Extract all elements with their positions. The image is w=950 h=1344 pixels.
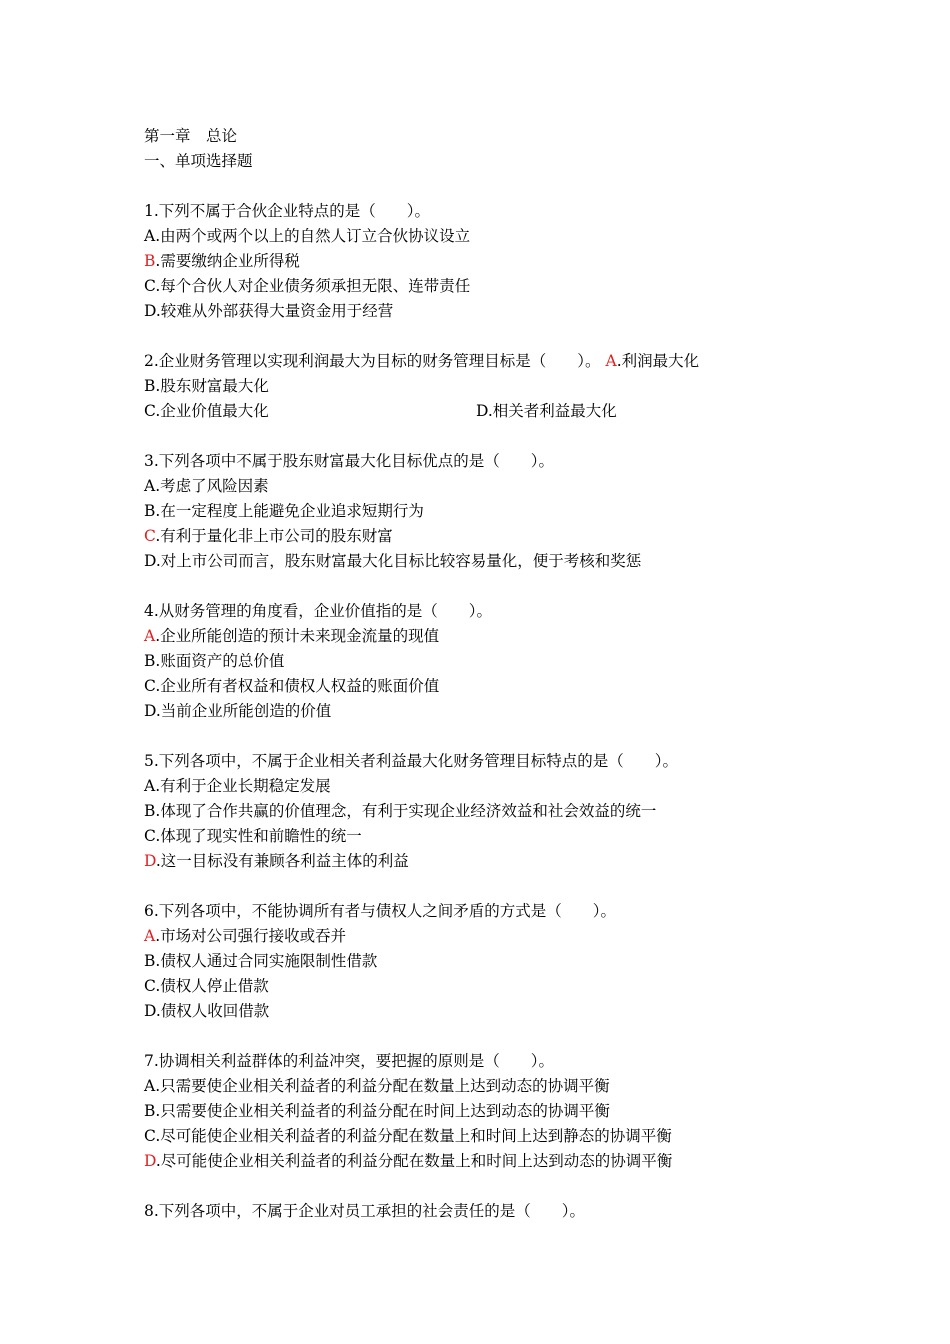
option-letter: C: [144, 977, 156, 995]
option-text: .尽可能使企业相关利益者的利益分配在数量上和时间上达到动态的协调平衡: [155, 1152, 673, 1170]
option-text: .需要缴纳企业所得税: [155, 252, 300, 270]
question-stem: [144, 1049, 844, 1074]
answer-option: [476, 402, 617, 420]
answer-option: [144, 399, 476, 424]
option-letter: B: [144, 952, 156, 970]
option-letter: A: [144, 227, 156, 245]
question-stem: [144, 899, 844, 924]
option-text: .只需要使企业相关利益者的利益分配在数量上达到动态的协调平衡: [155, 1077, 610, 1095]
question-list: [144, 174, 844, 1224]
question-text: 8.下列各项中，不属于企业对员工承担的社会责任的是（ ）。: [144, 1202, 586, 1220]
answer-option: [144, 474, 844, 499]
answer-option: [144, 549, 844, 574]
answer-option: [144, 249, 844, 274]
answer-option: [144, 524, 844, 549]
answer-option: [144, 1149, 844, 1174]
section-title: 一、单项选择题: [144, 152, 253, 170]
option-text: .债权人停止借款: [155, 977, 269, 995]
option-text: .债权人通过合同实施限制性借款: [155, 952, 378, 970]
option-text: .企业价值最大化: [155, 402, 269, 420]
chapter-title: 第一章 总论: [144, 127, 238, 145]
answer-option: [144, 1074, 844, 1099]
spacer: [144, 424, 844, 449]
option-text: .市场对公司强行接收或吞并: [155, 927, 347, 945]
answer-option: [144, 949, 844, 974]
option-letter: A: [144, 477, 156, 495]
option-letter: B: [144, 1102, 156, 1120]
option-letter: D: [476, 402, 488, 420]
option-letter: C: [144, 677, 156, 695]
option-text: .由两个或两个以上的自然人订立合伙协议设立: [155, 227, 471, 245]
option-letter: D: [144, 702, 156, 720]
option-letter: B: [144, 502, 156, 520]
question-text: 5.下列各项中，不属于企业相关者利益最大化财务管理目标特点的是（ ）。: [144, 752, 679, 770]
answer-option: [144, 374, 844, 399]
option-text: .相关者利益最大化: [487, 402, 617, 420]
answer-option: [144, 974, 844, 999]
question-text: 1.下列不属于合伙企业特点的是（ ）。: [144, 202, 431, 220]
option-text: .体现了现实性和前瞻性的统一: [155, 827, 362, 845]
option-letter: A: [144, 627, 156, 645]
answer-option: [144, 999, 844, 1024]
question-text: 3.下列各项中不属于股东财富最大化目标优点的是（ ）。: [144, 452, 555, 470]
question-stem: [144, 449, 844, 474]
option-letter: C: [144, 527, 156, 545]
option-text: .有利于量化非上市公司的股东财富: [155, 527, 393, 545]
option-letter: A: [144, 1077, 156, 1095]
option-letter: B: [144, 252, 156, 270]
answer-option: [144, 1099, 844, 1124]
option-text: .当前企业所能创造的价值: [155, 702, 332, 720]
spacer: [144, 174, 844, 199]
option-text: .有利于企业长期稳定发展: [155, 777, 331, 795]
option-letter: A: [605, 352, 617, 370]
answer-option: [144, 499, 844, 524]
option-text: .这一目标没有兼顾各利益主体的利益: [155, 852, 409, 870]
option-text: .考虑了风险因素: [155, 477, 269, 495]
answer-option: [144, 824, 844, 849]
answer-option: [144, 924, 844, 949]
option-text: .对上市公司而言，股东财富最大化目标比较容易量化，便于考核和奖惩: [155, 552, 642, 570]
option-letter: B: [144, 377, 156, 395]
option-letter: D: [144, 1002, 156, 1020]
question-text: 7.协调相关利益群体的利益冲突，要把握的原则是（ ）。: [144, 1052, 555, 1070]
question-stem: [144, 599, 844, 624]
answer-option-pair: [144, 399, 844, 424]
option-text: .体现了合作共赢的价值理念，有利于实现企业经济效益和社会效益的统一: [155, 802, 657, 820]
option-text: .企业所有者权益和债权人权益的账面价值: [155, 677, 440, 695]
option-letter: D: [144, 302, 156, 320]
option-letter: D: [144, 852, 156, 870]
option-letter: A: [144, 927, 156, 945]
option-text: .账面资产的总价值: [155, 652, 285, 670]
option-letter: D: [144, 552, 156, 570]
spacer: [144, 574, 844, 599]
document-page: [144, 124, 844, 1224]
question-stem: [144, 199, 844, 224]
answer-option: [144, 799, 844, 824]
option-text: .在一定程度上能避免企业追求短期行为: [155, 502, 424, 520]
option-letter: C: [144, 277, 156, 295]
answer-option: [144, 624, 844, 649]
option-letter: B: [144, 652, 156, 670]
spacer: [144, 1024, 844, 1049]
answer-option: [144, 224, 844, 249]
answer-option: [144, 274, 844, 299]
option-letter: A: [144, 777, 156, 795]
spacer: [144, 1174, 844, 1199]
spacer: [144, 874, 844, 899]
answer-option: [144, 649, 844, 674]
option-text: .股东财富最大化: [155, 377, 269, 395]
option-letter: C: [144, 827, 156, 845]
question-text: 6.下列各项中，不能协调所有者与债权人之间矛盾的方式是（ ）。: [144, 902, 617, 920]
option-letter: D: [144, 1152, 156, 1170]
option-text: .尽可能使企业相关利益者的利益分配在数量上和时间上达到静态的协调平衡: [155, 1127, 672, 1145]
answer-option: [144, 849, 844, 874]
answer-option: [144, 674, 844, 699]
question-stem: [144, 1199, 844, 1224]
question-text: 2.企业财务管理以实现利润最大为目标的财务管理目标是（ ）。: [144, 352, 601, 370]
option-text: .利润最大化: [616, 352, 700, 370]
option-text: .较难从外部获得大量资金用于经营: [155, 302, 394, 320]
option-text: .债权人收回借款: [155, 1002, 270, 1020]
option-letter: C: [144, 402, 156, 420]
answer-option: [144, 774, 844, 799]
question-text: 4.从财务管理的角度看，企业价值指的是（ ）。: [144, 602, 493, 620]
option-text: .只需要使企业相关利益者的利益分配在时间上达到动态的协调平衡: [155, 1102, 610, 1120]
answer-option: [144, 1124, 844, 1149]
answer-option: [144, 299, 844, 324]
spacer: [144, 324, 844, 349]
spacer: [144, 724, 844, 749]
option-letter: C: [144, 1127, 156, 1145]
option-letter: B: [144, 802, 156, 820]
question-stem: [144, 349, 844, 374]
option-text: .企业所能创造的预计未来现金流量的现值: [155, 627, 440, 645]
option-text: .每个合伙人对企业债务须承担无限、连带责任: [155, 277, 471, 295]
question-stem: [144, 749, 844, 774]
answer-option: [144, 699, 844, 724]
